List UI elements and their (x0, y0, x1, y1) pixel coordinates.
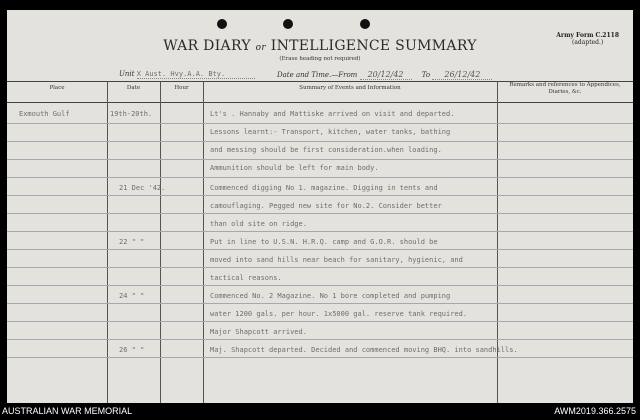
entry-text: Ammunition should be left for main body. (210, 164, 379, 172)
form-number: Army Form C.2118 (556, 32, 619, 39)
unit-value: X Aust. Hvy.A.A. Bty. (137, 70, 255, 79)
rule-line (7, 159, 633, 160)
entry-text: Major Shapcott arrived. (210, 328, 307, 336)
entry-text: and messing should be first consideration.when loading. (210, 146, 442, 154)
form-title (7, 38, 633, 54)
entry-text: than old site on ridge. (210, 220, 307, 228)
col-divider-date (160, 81, 161, 403)
erase-note: (Erase heading not required) (279, 56, 361, 62)
date-time-field (277, 70, 492, 80)
rule-line (7, 123, 633, 124)
diary-sheet (7, 10, 633, 403)
rule-line (7, 177, 633, 178)
punch-hole-middle (283, 19, 293, 29)
rule-line (7, 303, 633, 304)
col-header-place: Place (49, 85, 65, 91)
entry-date: 21 Dec '42. (119, 184, 166, 192)
col-divider-summary (497, 81, 498, 403)
entry-text: Commenced digging No 1. magazine. Digging in tents and (210, 184, 438, 192)
form-number-block (556, 32, 619, 46)
rule-line (7, 357, 633, 358)
entry-date: 19th-20th. (110, 110, 153, 118)
rule-line (7, 321, 633, 322)
unit-label: Unit (119, 70, 135, 78)
title-main-b: INTELLIGENCE SUMMARY (270, 38, 477, 54)
entry-text: tactical reasons. (210, 274, 282, 282)
date-from: 20/12/42 (360, 70, 412, 80)
entry-date: 26 " " (119, 346, 145, 354)
header-bottom-border (7, 102, 633, 103)
rule-line (7, 267, 633, 268)
rule-line (7, 285, 633, 286)
entry-text: moved into sand hills near beach for sanitary, hygienic, and (210, 256, 463, 264)
entry-text: Maj. Shapcott departed. Decided and commenced moving BHQ. into sandhills. (210, 346, 518, 354)
footer-institution: AUSTRALIAN WAR MEMORIAL (2, 406, 133, 416)
date-to: 26/12/42 (432, 70, 492, 80)
entry-text: Lt's . Hannaby and Mattiske arrived on visit and departed. (210, 110, 455, 118)
rule-line (7, 339, 633, 340)
rule-line (7, 141, 633, 142)
rule-line (7, 195, 633, 196)
footer-accession-number: AWM2019.366.2575 (554, 406, 636, 416)
col-header-remarks: Remarks and references to Appendices, Diaries, &c. (509, 82, 621, 95)
entry-text: Commenced No. 2 Magazine. No 1 bore completed and pumping (210, 292, 451, 300)
title-main-a: WAR DIARY (163, 38, 251, 54)
entry-text: water 1200 gals. per hour. 1x5000 gal. reserve tank required. (210, 310, 468, 318)
entry-text: Lessons learnt:- Transport, kitchen, water tanks, bathing (210, 128, 451, 136)
rule-line (7, 249, 633, 250)
to-label: To (421, 71, 431, 79)
col-divider-place (107, 81, 108, 403)
entry-date: 22 " " (119, 238, 145, 246)
col-header-summary: Summary of Events and Information (299, 85, 401, 91)
col-header-hour: Hour (174, 85, 189, 91)
unit-field (119, 70, 255, 79)
col-header-date: Date (126, 85, 141, 91)
entry-text: Put in line to U.S.N. H.R.Q. camp and G.O.R. should be (210, 238, 438, 246)
punch-hole-right (360, 19, 370, 29)
rule-line (7, 213, 633, 214)
entry-date: 24 " " (119, 292, 145, 300)
date-time-label: Date and Time.—From (277, 71, 358, 79)
entry-place: Exmouth Gulf (19, 110, 70, 118)
title-or: or (255, 43, 266, 53)
entry-text: camouflaging. Pegged new site for No.2. Consider better (210, 202, 442, 210)
punch-hole-left (217, 19, 227, 29)
rule-line (7, 231, 633, 232)
form-adapted: (adapted.) (572, 39, 604, 46)
col-divider-hour (203, 81, 204, 403)
